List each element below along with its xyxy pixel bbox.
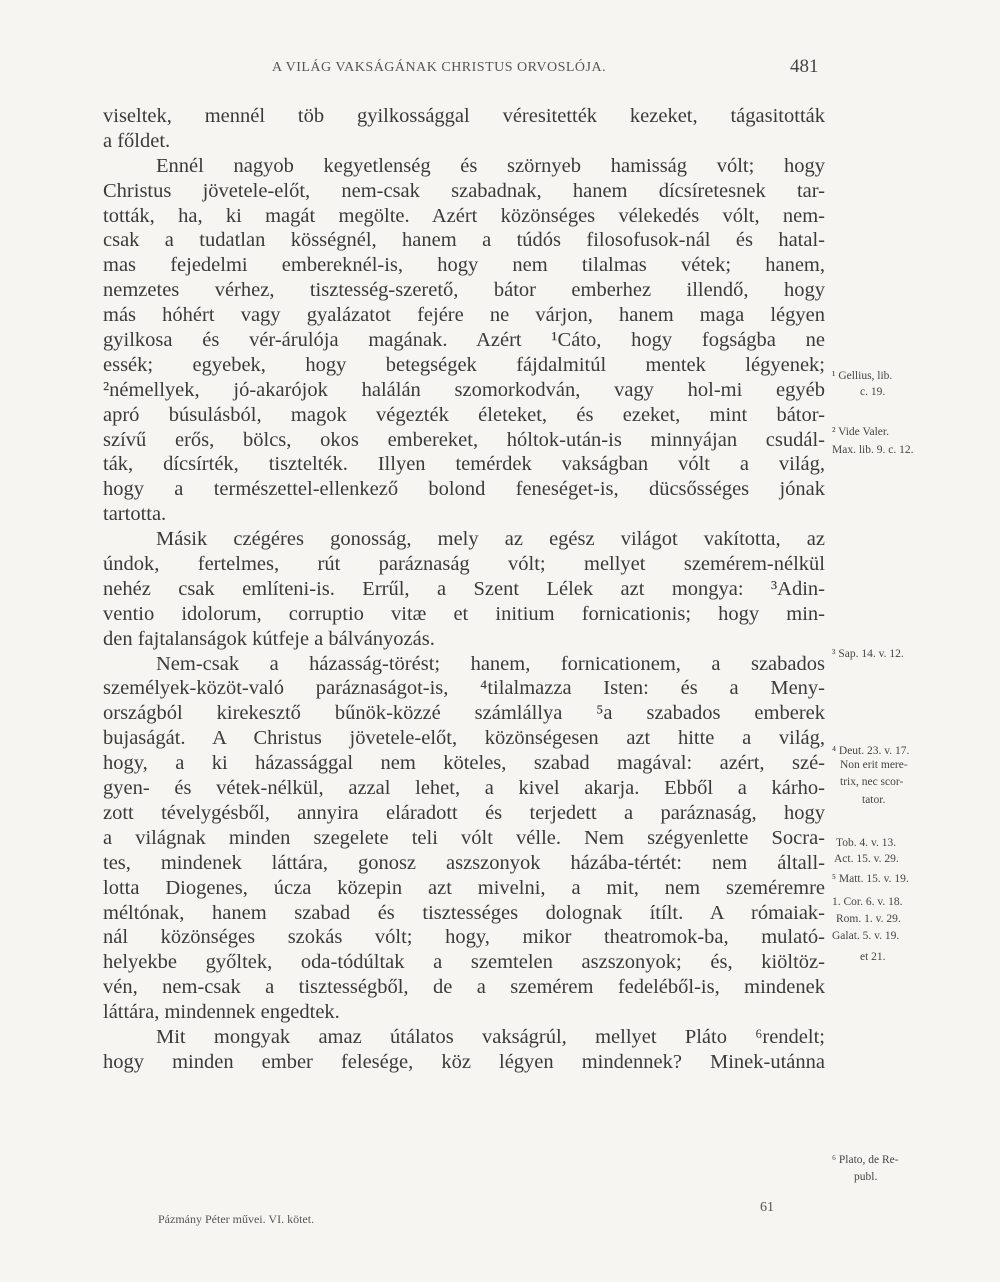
text-line: mas fejedelmi embereknél-is, hogy nem tilalmas vétek; hanem,	[103, 254, 825, 277]
margin-note: trix, nec scor-	[840, 776, 904, 788]
text-line: vén, nem-csak a tisztességből, de a szemérem fedeléből-is, mindenek	[103, 976, 825, 999]
text-line: ventio idolorum, corruptio vitæ et initium fornicationis; hogy min-	[103, 602, 825, 625]
text-line: tes, mindenek láttára, gonosz aszszonyok házába-tértét: nem általl-	[103, 851, 825, 874]
text-line: Mit mongyak amaz útálatos vakságrúl, mellyet Pláto ⁶rendelt;	[156, 1025, 825, 1048]
text-line: lotta Diogenes, úcza közepin azt mivelni, a mit, nem szeméremre	[103, 876, 825, 899]
text-line: hogy a természettel-ellenkező bolond feneséget-is, dücsősséges jónak	[103, 478, 825, 501]
text-line: szívű erős, bölcs, okos embereket, hóltok-után-is minnyájan csudál-	[103, 428, 825, 451]
text-line: a főldet.	[103, 129, 171, 152]
running-title: A VILÁG VAKSÁGÁNAK CHRISTUS ORVOSLÓJA.	[272, 60, 607, 75]
text-line: Ennél nagyob kegyetlenség és szörnyeb hamisság vólt; hogy	[156, 154, 825, 177]
text-line: láttára, mindennek engedtek.	[103, 1001, 340, 1024]
text-line: hogy minden ember felesége, köz légyen mindennek? Minek-utánna	[103, 1050, 825, 1073]
margin-note: Act. 15. v. 29.	[834, 853, 899, 865]
margin-note: Rom. 1. v. 29.	[836, 913, 901, 925]
margin-note: ⁵ Matt. 15. v. 19.	[832, 873, 909, 885]
text-line: nehéz csak említeni-is. Errűl, a Szent Lélek azt mongya: ³Adin-	[103, 577, 825, 600]
text-line: Nem-csak a házasság-törést; hanem, fornicationem, a szabados	[156, 652, 825, 675]
text-line: gyen- és vétek-nélkül, azzal lehet, a kivel akarja. Ebből a kárho-	[103, 777, 825, 800]
text-line: ²némellyek, jó-akarójok halálán szomorkodván, vagy hol-mi egyéb	[103, 378, 825, 401]
text-line: essék; egyebek, hogy betegségek fájdalmitúl mentek légyenek;	[103, 353, 825, 376]
text-line: helyekbe győltek, oda-tódúltak a szemtelen aszszonyok; és, kiöltöz-	[103, 951, 825, 974]
text-line: országból kirekesztő bűnök-közzé számlállya ⁵a szabados emberek	[103, 702, 825, 725]
body-text	[103, 104, 825, 1075]
text-line: nemzetes vérhez, tisztesség-szerető, bátor emberhez illendő, hogy	[103, 279, 825, 302]
text-line: gyilkosa és vér-árulója magának. Azért ¹Cáto, hogy fogságba ne	[103, 329, 825, 352]
page-number: 481	[790, 56, 819, 77]
margin-note: ¹ Gellius, lib.	[832, 370, 893, 382]
margin-note: 1. Cor. 6. v. 18.	[832, 896, 903, 908]
margin-note: et 21.	[860, 951, 886, 963]
margin-note: Tob. 4. v. 13.	[836, 837, 897, 849]
text-line: méltónak, hanem szabad és tisztességes dolognak ítílt. A rómaiak-	[103, 901, 825, 924]
margin-note: Max. lib. 9. c. 12.	[832, 444, 914, 456]
margin-note: ³ Sap. 14. v. 12.	[832, 648, 904, 660]
margin-note: Galat. 5. v. 19.	[832, 930, 900, 942]
text-line: a világnak minden szegelete teli vólt vélle. Nem szégyenlette Socra-	[103, 826, 825, 849]
text-line: zott tévelygésből, annyira eláradott és terjedett a paráznaság, hogy	[103, 801, 825, 824]
text-line: személyek-közöt-való paráznaságot-is, ⁴tilalmazza Isten: és a Meny-	[103, 677, 825, 700]
text-line: viseltek, mennél töb gyilkossággal véresitették kezeket, tágasitották	[103, 105, 825, 127]
text-line: hogy, a ki házassággal nem köteles, szabad magával: azért, szé-	[103, 752, 825, 775]
margin-note: publ.	[854, 1171, 878, 1183]
margin-note: tator.	[862, 794, 886, 806]
text-line: Másik czégéres gonosság, mely az egész világot vakította, az	[156, 528, 825, 551]
margin-note: Non erit mere-	[840, 759, 908, 771]
text-line: den fajtalanságok kútfeje a bálványozás.	[103, 627, 435, 650]
text-line: tották, ha, ki magát megölte. Azért közönséges vélekedés vólt, nem-	[103, 204, 825, 227]
text-line: nál közönséges szokás vólt; hogy, mikor theatromok-ba, mulató-	[103, 926, 825, 949]
margin-note: ² Vide Valer.	[832, 426, 889, 438]
text-line: úndok, fertelmes, rút paráznaság vólt; mellyet szemérem-nélkül	[103, 553, 825, 576]
footer-signature: 61	[760, 1200, 774, 1215]
margin-note: c. 19.	[860, 386, 886, 398]
text-line: ták, dícsírték, tisztelték. Illyen temérdek vakságban vólt a világ,	[103, 453, 825, 476]
footer-title: Pázmány Péter művei. VI. kötet.	[158, 1212, 315, 1226]
margin-note: ⁶ Plato, de Re-	[832, 1154, 899, 1166]
margin-note: ⁴ Deut. 23. v. 17.	[832, 745, 910, 757]
text-line: bujaságát. A Christus jövetele-előt, közönségesen azt hitte a világ,	[103, 727, 825, 750]
text-line: Christus jövetele-előt, nem-csak szabadnak, hanem dícsíretesnek tar-	[103, 179, 825, 202]
text-line: tartotta.	[103, 503, 167, 526]
text-line: apró búsulásból, magok végezték életeket, és ezeket, mint bátor-	[103, 403, 825, 426]
text-line: más hóhért vagy gyalázatot fejére ne várjon, hanem maga légyen	[103, 304, 825, 327]
text-line: csak a tudatlan kösségnél, hanem a túdós filosofusok-nál és hatal-	[103, 229, 825, 252]
